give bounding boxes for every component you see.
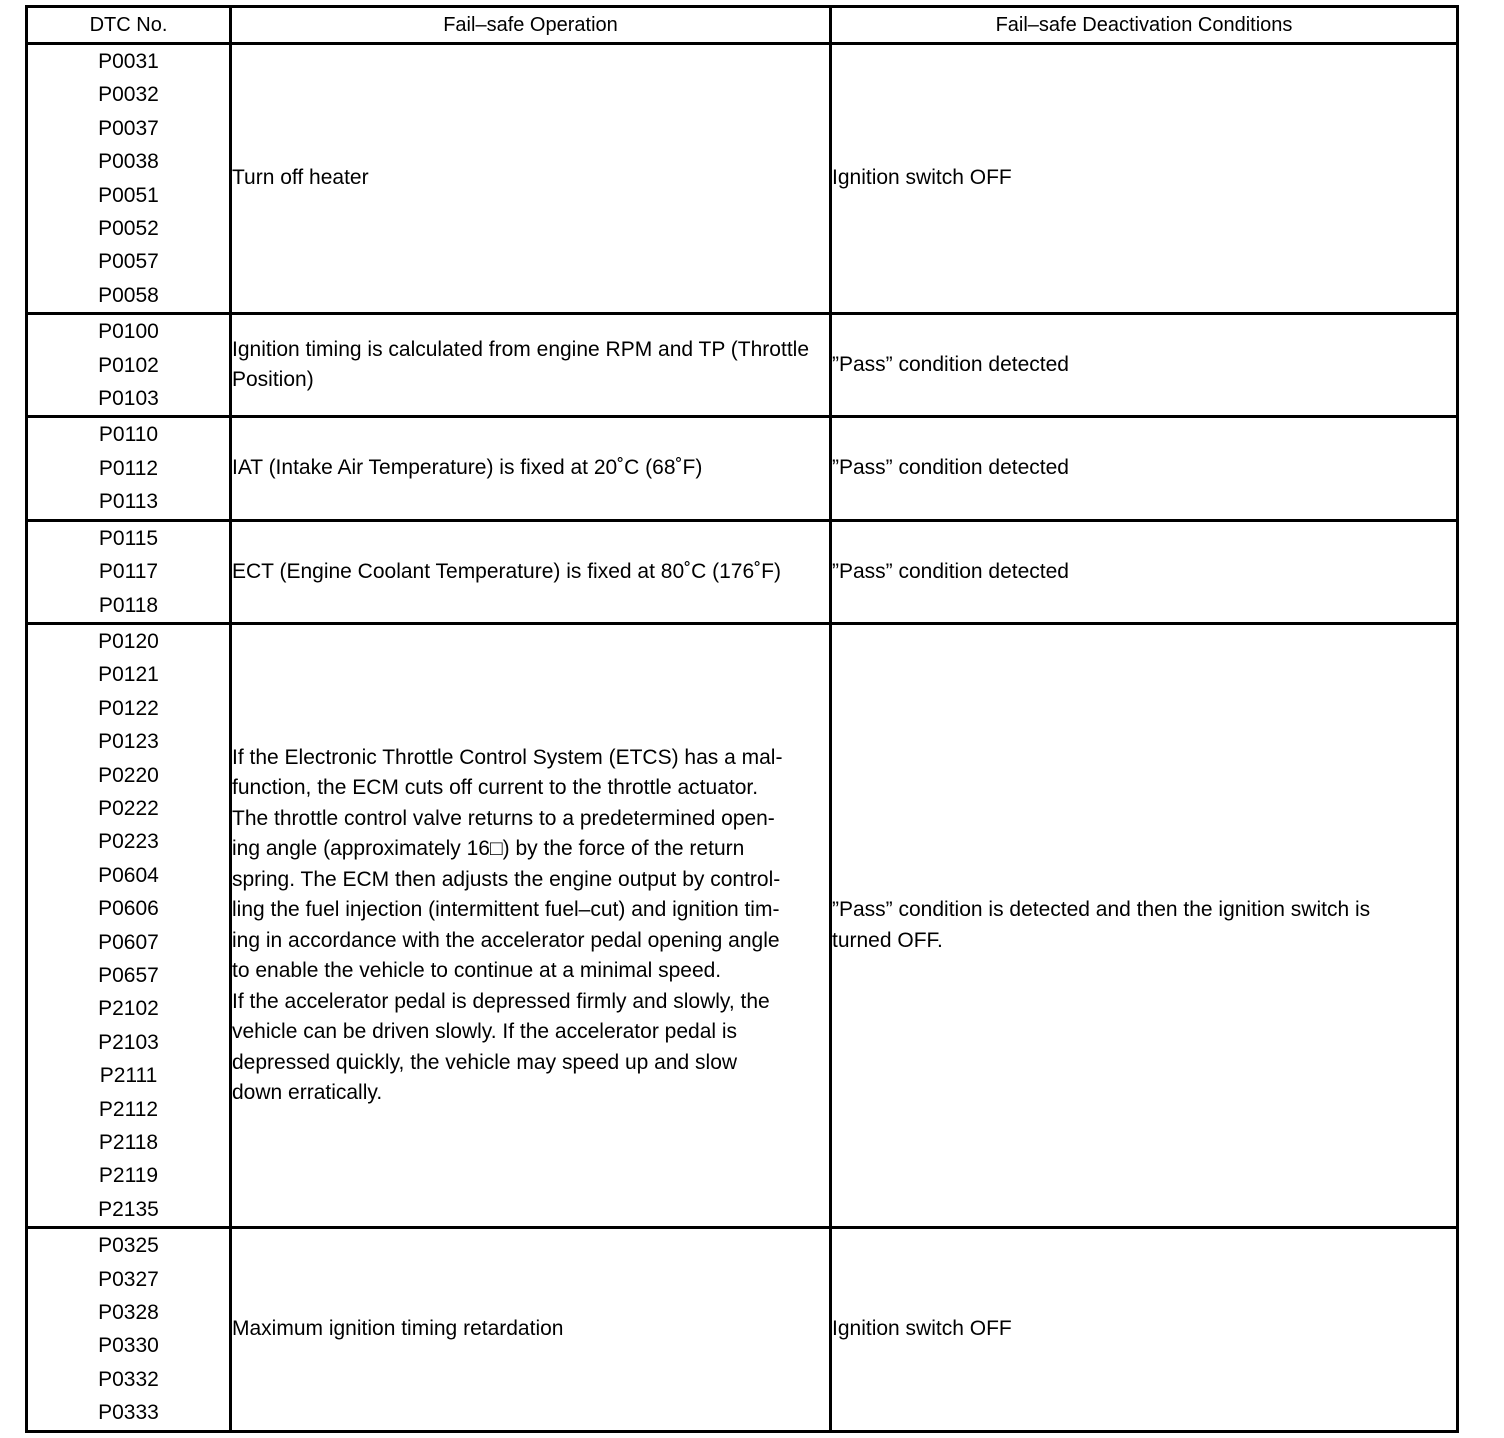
dtc-code: P0037	[98, 116, 159, 140]
dtc-code: P2102	[98, 997, 159, 1021]
dtc-code: P2118	[98, 1131, 159, 1154]
dtc-code: P0115	[98, 526, 159, 550]
dtc-code: P0102	[98, 353, 159, 377]
dtc-code: P0657	[98, 963, 159, 987]
table-row	[27, 623, 1458, 1227]
dtc-code: P0325	[98, 1234, 159, 1258]
operation-line: down erratically.	[232, 1081, 383, 1105]
failsafe-operation-cell: Turn off heater	[231, 44, 831, 314]
header-dtc-no: DTC No.	[27, 7, 231, 44]
deactivation-condition-cell	[831, 623, 1458, 1227]
operation-line: depressed quickly, the vehicle may speed up and slow	[232, 1050, 738, 1074]
failsafe-table	[25, 5, 1459, 1433]
dtc-code-list	[27, 1228, 231, 1431]
condition-line: turned OFF.	[832, 928, 943, 952]
dtc-code: P0607	[98, 930, 159, 954]
table-row	[27, 314, 1458, 417]
dtc-code: P0112	[98, 456, 159, 480]
operation-line: If the accelerator pedal is depressed firmly and slowly, the	[232, 989, 770, 1013]
dtc-code: P0327	[98, 1267, 159, 1291]
table-row	[27, 417, 1458, 520]
table-row	[27, 1228, 1458, 1431]
dtc-code: P0123	[98, 730, 159, 754]
failsafe-operation-cell	[231, 623, 831, 1227]
dtc-code: P0223	[98, 830, 159, 854]
dtc-code: P0051	[98, 183, 159, 207]
dtc-code-list	[27, 520, 231, 623]
dtc-code: P0103	[98, 387, 159, 411]
dtc-code: P0222	[98, 796, 159, 820]
dtc-code: P0121	[98, 663, 159, 687]
dtc-code: P2135	[98, 1197, 159, 1221]
deactivation-condition-cell: ”Pass” condition detected	[831, 520, 1458, 623]
dtc-code: P0333	[98, 1401, 159, 1425]
operation-line: function, the ECM cuts off current to the throttle actuator.	[232, 776, 759, 800]
header-deactivation-conditions: Fail–safe Deactivation Conditions	[831, 7, 1458, 44]
dtc-code: P0220	[98, 763, 159, 787]
dtc-code: P0604	[98, 863, 159, 887]
operation-line: If the Electronic Throttle Control System (ETCS) has a mal-	[232, 745, 783, 769]
dtc-code: P2112	[98, 1097, 159, 1121]
dtc-code: P0052	[98, 217, 159, 241]
operation-line: to enable the vehicle to continue at a minimal speed.	[232, 959, 722, 983]
operation-line: spring. The ECM then adjusts the engine output by control-	[232, 867, 781, 891]
dtc-code: P2119	[98, 1164, 159, 1188]
operation-line: ing angle (approximately 16□) by the force of the return	[232, 837, 745, 861]
dtc-code: P0032	[98, 83, 159, 107]
deactivation-condition-cell: ”Pass” condition detected	[831, 417, 1458, 520]
deactivation-condition-cell: Ignition switch OFF	[831, 1228, 1458, 1431]
failsafe-operation-cell: Ignition timing is calculated from engine RPM and TP (Throttle Position)	[231, 314, 831, 417]
table-row	[27, 520, 1458, 623]
dtc-code: P0031	[98, 50, 159, 73]
operation-line: vehicle can be driven slowly. If the accelerator pedal is	[232, 1020, 738, 1044]
header-failsafe-operation: Fail–safe Operation	[231, 7, 831, 44]
header-row	[27, 7, 1458, 44]
dtc-code: P0057	[98, 250, 159, 274]
deactivation-condition-cell: Ignition switch OFF	[831, 44, 1458, 314]
dtc-code: P0118	[98, 593, 159, 617]
dtc-code: P0038	[98, 150, 159, 174]
deactivation-condition-cell: ”Pass” condition detected	[831, 314, 1458, 417]
failsafe-operation-cell: IAT (Intake Air Temperature) is fixed at 20˚C (68˚F)	[231, 417, 831, 520]
table-row	[27, 44, 1458, 314]
dtc-code: P0058	[98, 283, 159, 307]
operation-line: ling the fuel injection (intermittent fuel–cut) and ignition tim-	[232, 898, 780, 922]
dtc-code-list	[27, 44, 231, 314]
dtc-code: P0330	[98, 1334, 159, 1358]
dtc-code: P2103	[98, 1030, 159, 1054]
dtc-code: P0100	[98, 320, 159, 344]
dtc-code: P0328	[98, 1301, 159, 1325]
operation-line: The throttle control valve returns to a predetermined open-	[232, 806, 775, 830]
dtc-code-list	[27, 417, 231, 520]
dtc-code: P0332	[98, 1367, 159, 1391]
dtc-code: P0117	[98, 560, 159, 584]
dtc-code-list	[27, 623, 231, 1227]
condition-line: ”Pass” condition is detected and then the ignition switch is	[832, 898, 1371, 922]
dtc-code: P0113	[98, 490, 159, 514]
dtc-code: P2111	[99, 1064, 158, 1088]
failsafe-operation-cell: ECT (Engine Coolant Temperature) is fixed at 80˚C (176˚F)	[231, 520, 831, 623]
dtc-code: P0606	[98, 897, 159, 921]
dtc-code: P0120	[98, 629, 159, 653]
operation-line: ing in accordance with the accelerator pedal opening angle	[232, 928, 780, 952]
failsafe-operation-cell: Maximum ignition timing retardation	[231, 1228, 831, 1431]
dtc-code: P0122	[98, 696, 159, 720]
dtc-code: P0110	[98, 423, 159, 447]
dtc-code-list	[27, 314, 231, 417]
